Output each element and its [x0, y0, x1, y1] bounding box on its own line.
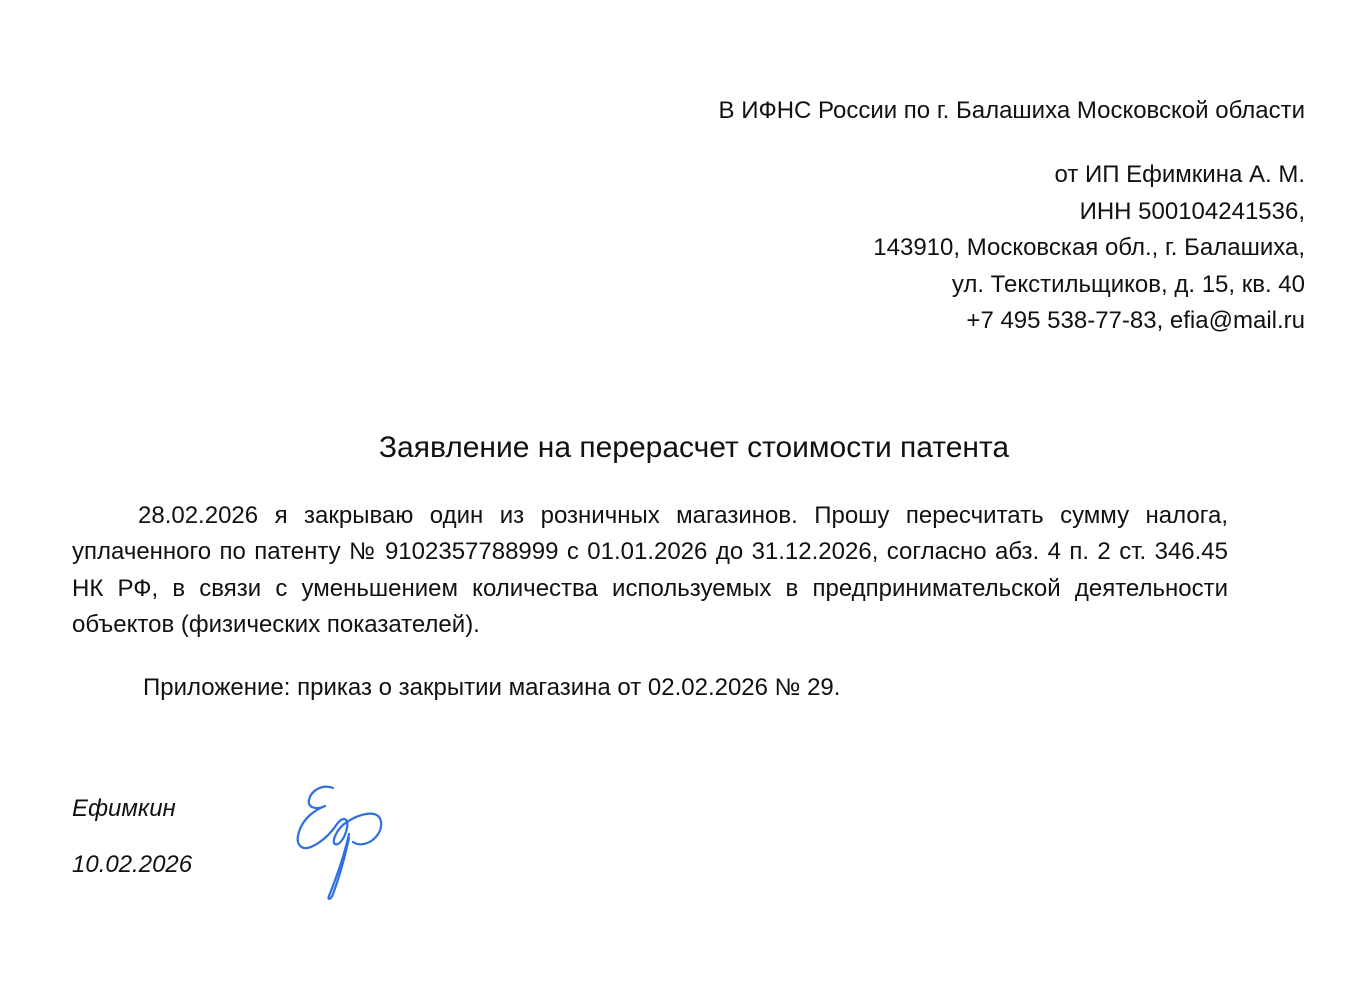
- signer-surname: Ефимкин: [72, 795, 176, 822]
- handwritten-signature-icon: [285, 780, 395, 905]
- attachment-note: Приложение: приказ о закрытии магазина от 02.02.2026 № 29.: [143, 674, 841, 701]
- sender-address-line-2: ул. Текстильщиков, д. 15, кв. 40: [951, 270, 1305, 298]
- sender-inn: ИНН 500104241536,: [1079, 197, 1305, 225]
- document-body: 28.02.2026 я закрываю один из розничных магазинов. Прошу пересчитать сумму налога, уплаченного по патенту № 9102357788999 с 01.01.2026 до 31.12.2026, согласно абз. 4 п. 2 ст. 346.45 НК РФ, в связи с уменьшением количества используемых в предпринимательской деятельности объектов (физических показателей).: [72, 502, 1228, 638]
- sender-name: от ИП Ефимкина А. М.: [1054, 161, 1305, 188]
- sender-address-line-1: 143910, Московская обл., г. Балашиха,: [873, 234, 1305, 261]
- sender-block: [873, 157, 1305, 340]
- document-title: Заявление на перерасчет стоимости патента: [378, 431, 1010, 464]
- addressee-line: В ИФНС России по г. Балашиха Московской области: [718, 97, 1305, 124]
- signature-date: 10.02.2026: [72, 851, 193, 878]
- sender-contacts: +7 495 538-77-83, efia@mail.ru: [966, 307, 1305, 334]
